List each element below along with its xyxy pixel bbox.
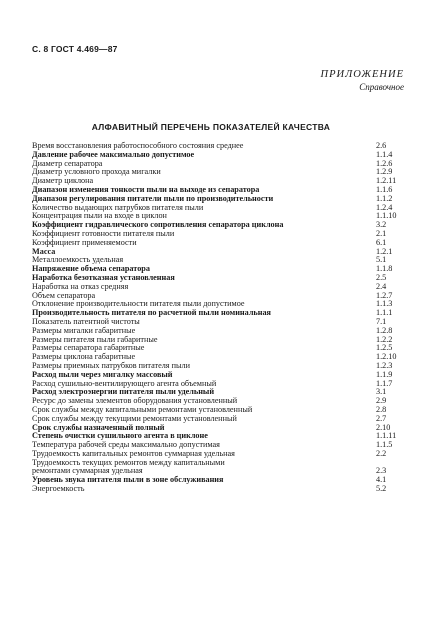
index-term: Степень очистки сушильного агента в циклоне	[32, 431, 208, 441]
index-code: 6.1	[376, 237, 387, 247]
index-code: 1.2.2	[376, 334, 393, 344]
index-term: Концентрация пыли на входе в циклон	[32, 211, 167, 221]
index-code: 2.9	[376, 396, 387, 406]
index-code: 1.1.1	[376, 308, 393, 318]
index-code: 1.2.3	[376, 360, 393, 370]
index-term: Срок службы между капитальными ремонтами установленный	[32, 404, 253, 414]
index-term: Давление рабочее максимально допустимое	[32, 149, 195, 159]
index-term: Ресурс до замены элементов оборудования установленный	[32, 396, 238, 406]
index-term: ремонтами суммарная удельная	[32, 466, 143, 476]
index-code: 1.1.10	[376, 211, 397, 221]
index-code: 4.1	[376, 475, 387, 485]
index-term: Время восстановления работоспособного состояния среднее	[32, 141, 244, 150]
index-code: 1.1.5	[376, 440, 393, 450]
appendix-block	[321, 68, 405, 93]
index-term: Расход пыли через мигалку массовый	[32, 369, 173, 379]
index-code: 2.4	[376, 281, 387, 291]
index-code: 1.1.3	[376, 299, 393, 309]
index-term: Энергоемкость	[32, 484, 85, 494]
index-code: 3.1	[376, 387, 387, 397]
index-code: 2.7	[376, 413, 387, 423]
document-title: АЛФАВИТНЫЙ ПЕРЕЧЕНЬ ПОКАЗАТЕЛЕЙ КАЧЕСТВА	[91, 122, 331, 132]
index-code: 2.8	[376, 404, 387, 414]
index-code: 1.2.8	[376, 325, 393, 335]
index-code: 2.6	[376, 141, 387, 150]
index-code: 5.1	[376, 255, 387, 265]
index-code: 1.2.6	[376, 158, 393, 168]
index-code: 1.2.9	[376, 167, 393, 177]
index-code: 2.3	[376, 466, 387, 476]
page-header: С. 8 ГОСТ 4.469—87	[32, 44, 118, 54]
index-term: Размеры циклона габаритные	[32, 352, 136, 362]
index-code: 1.1.7	[376, 378, 393, 388]
index-code: 1.1.8	[376, 264, 393, 274]
index-term: Напряжение объема сепаратора	[32, 264, 150, 274]
index-term: Трудоемкость капитальных ремонтов суммарная удельная	[32, 448, 235, 458]
appendix-title: ПРИЛОЖЕНИЕ	[320, 69, 404, 80]
index-term: Диаметр циклона	[32, 176, 94, 186]
index-term: Наработка на отказ средняя	[32, 281, 129, 291]
index-term: Количество выдающих патрубков питателя пыли	[32, 202, 204, 212]
index-code: 1.1.4	[376, 149, 393, 159]
index-term: Расход сушильно-вентилирующего агента объемный	[32, 378, 217, 388]
index-term: Уровень звука питателя пыли в зоне обслуживания	[32, 475, 224, 485]
index-term: Отклонение производительности питателя пыли допустимое	[32, 299, 245, 309]
index-code: 1.2.7	[376, 290, 393, 300]
index-term: Срок службы назначенный полный	[32, 422, 165, 432]
index-code: 1.2.1	[376, 246, 393, 256]
index-row	[32, 485, 404, 494]
index-term: Расход электроэнергии питателя пыли удельный	[32, 387, 215, 397]
index-term: Диапазон регулирования питатели пыли по производительности	[32, 193, 274, 203]
index-row	[32, 476, 404, 485]
index-code: 1.2.11	[376, 176, 397, 186]
index-row	[32, 239, 404, 248]
index-code: 7.1	[376, 316, 387, 326]
index-term: Размеры сепаратора габаритные	[32, 343, 145, 353]
index-term: Диаметр условного прохода мигалки	[32, 167, 161, 177]
index-term: Температура рабочей среды максимально допустимая	[32, 440, 220, 450]
index-code: 2.1	[376, 228, 387, 238]
index-term: Размеры питателя пыли габаритные	[32, 334, 158, 344]
index-code: 2.2	[376, 448, 387, 458]
index-term: Производительность питателя по расчетной пыли номинальная	[32, 308, 271, 318]
index-list	[32, 142, 404, 494]
index-code: 1.2.5	[376, 343, 393, 353]
index-term: Показатель патентной чистоты	[32, 316, 140, 326]
index-code: 1.1.11	[376, 431, 397, 441]
index-term: Диапазон изменения тонкости пыли на выходе из сепаратора	[32, 184, 260, 194]
index-term: Диаметр сепаратора	[32, 158, 103, 168]
index-term: Объем сепаратора	[32, 290, 96, 300]
index-code: 1.2.10	[376, 352, 397, 362]
index-code: 2.10	[376, 422, 391, 432]
index-term: Срок службы между текущими ремонтами установленный	[32, 413, 237, 423]
index-code: 1.2.4	[376, 202, 393, 212]
index-term: Металлоемкость удельная	[32, 255, 124, 265]
index-term: Коэффициент гидравлического сопротивления сепаратора циклона	[32, 220, 284, 230]
index-code: 1.1.6	[376, 184, 393, 194]
index-code: 1.1.2	[376, 193, 393, 203]
index-code: 3.2	[376, 220, 387, 230]
index-term: Коэффициент применяемости	[32, 237, 137, 247]
index-code: 1.1.9	[376, 369, 393, 379]
index-term: Коэффициент готовности питателя пыли	[32, 228, 175, 238]
index-term: Масса	[32, 246, 56, 256]
index-code: 2.5	[376, 272, 387, 282]
index-term: Размеры приемных патрубков питателя пыли	[32, 360, 190, 370]
appendix-subtitle: Справочное	[359, 82, 404, 92]
index-term: Наработка безотказная установленная	[32, 272, 175, 282]
index-term: Трудоемкость текущих ремонтов между капитальными	[32, 457, 225, 467]
index-code: 5.2	[376, 484, 387, 494]
index-term: Размеры мигалки габаритные	[32, 325, 136, 335]
